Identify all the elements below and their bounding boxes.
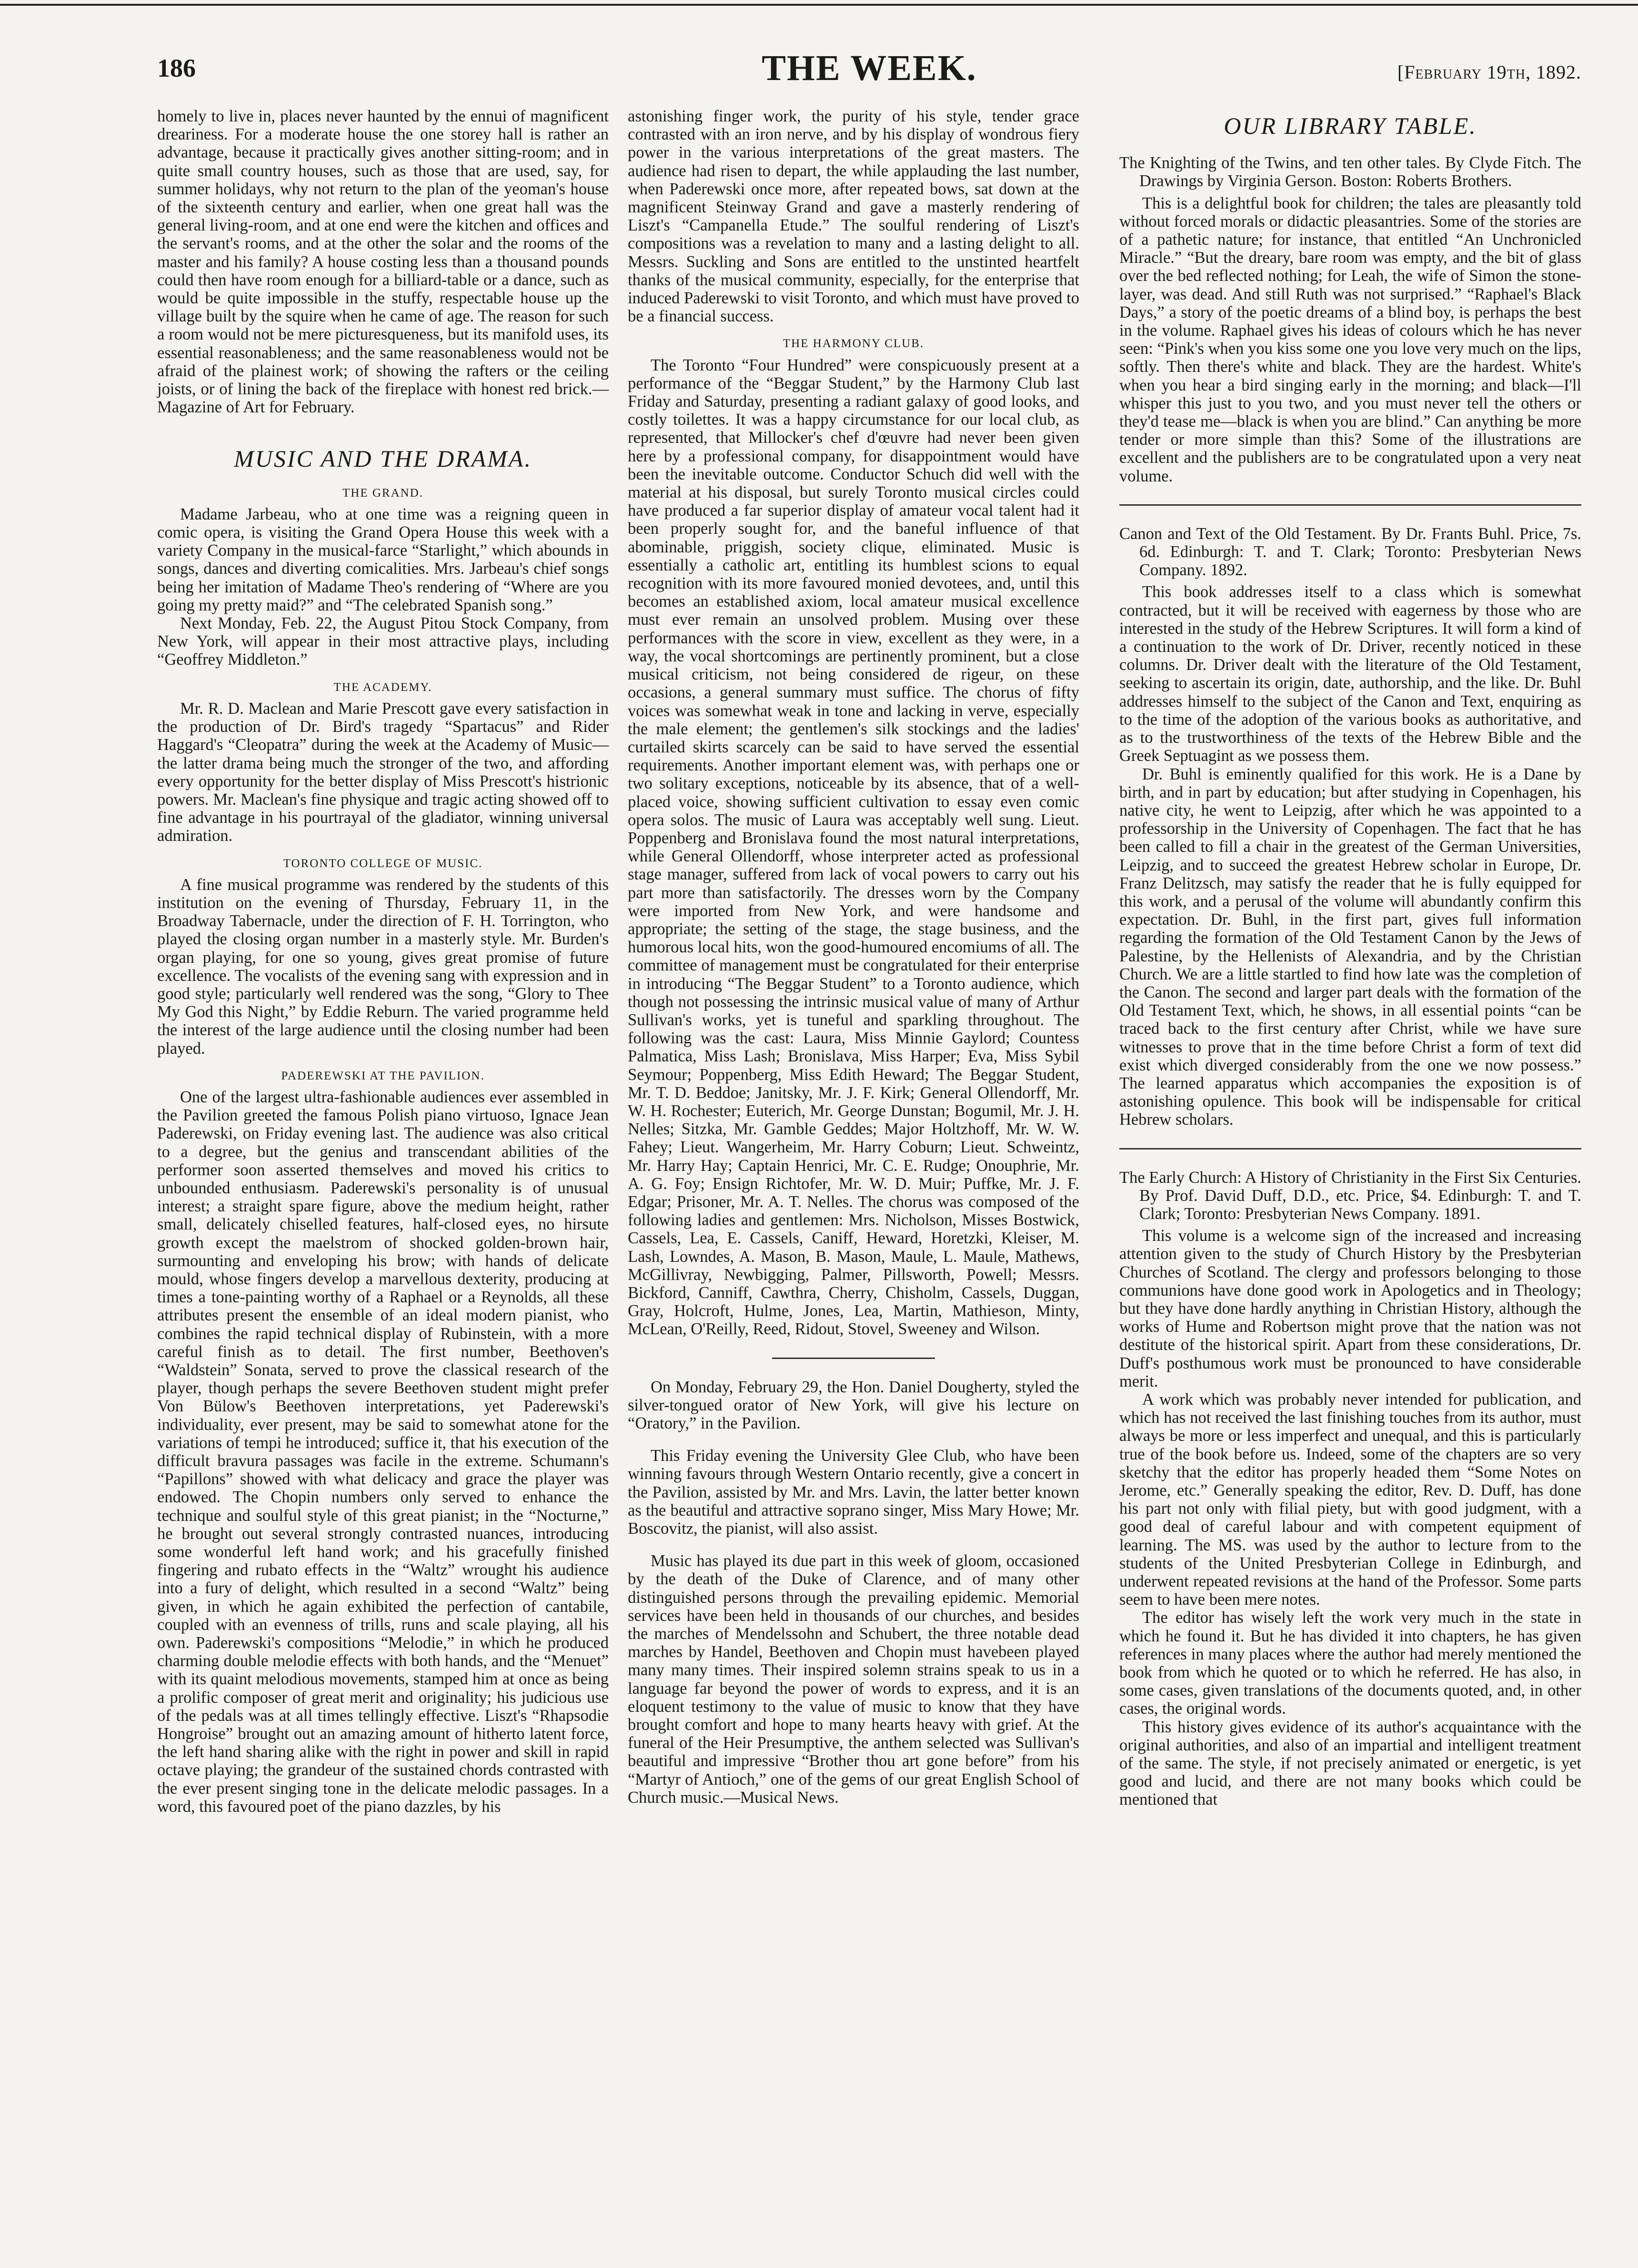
review-paragraph-2b: Dr. Buhl is eminently qualified for this work. He is a Dane by birth, and in part by education; but after studying in Copenhagen, his native city, he went to Leipzig, after which he was appointed to a professorship in the University of Copenhagen. The fact that he has been called to fill a chair in the greatest of the German Universities, Leipzig, and to succeed the greatest Hebrew scholar in Europe, Dr. Franz Delitzsch, may satisfy the reader that he is fully equipped for this work, and a perusal of the volume will abundantly confirm this expectation. Dr. Buhl, in the first part, gives full information regarding the formation of the Old Testament Canon by the Jews of Palestine, by the Hellenists of Alexandria, and by the Christian Church. We are a little startled to find how late was the completion of the Canon. The second and larger part deals with the formation of the Old Testament Text, which, he shows, in all essential points “can be traced back to the first century after Christ, while we have sure witnesses to prove that in the time before Christ a form of text did exist which diverged considerably from the one we now possess.” The learned apparatus which accompanies the exposition is of astonishing opulence. This book will be indispensable for critical Hebrew scholars. <box>1119 765 1581 1129</box>
review-paragraph-3b: A work which was probably never intended for publication, and which has not received the last finishing touches from its author, must always be more or less imperfect and unequal, and this is particularly true of the book before us. Indeed, some of the chapters are so very sketchy that the editor has properly headed them “Some Notes on Jerome, etc.” Generally speaking the editor, Rev. D. Duff, has done his part not only with filial piety, but with good judgment, with a good deal of careful labour and with competent equipment of learning. The MS. was used by the author to lecture from to the students of the United Presbyterian College in Edinburgh, and underwent repeated revisions at the hand of the Professor. Some parts seem to have been mere notes. <box>1119 1390 1581 1609</box>
section-title-library: OUR LIBRARY TABLE. <box>1224 112 1477 139</box>
column-3 <box>1119 107 1581 1809</box>
review-paragraph-3c: The editor has wisely left the work very much in the state in which he found it. But he has divided it into chapters, he has given references in many places where the author had merely mentioned the book from which he quoted or to which he referred. He has also, in some cases, given translations of the documents quoted, and, in other cases, the original words. <box>1119 1609 1581 1718</box>
review-paragraph-1: This is a delightful book for children; the tales are pleasantly told without forced morals or didactic pleasantries. Some of the stories are of a pathetic nature; for instance, that entitled “An Unchronicled Miracle.” “But the dreary, bare room was empty, and the bit of glass over the bed reflected nothing; for Leah, the wife of Simon the stone-layer, was dead. And still Ruth was not surprised.” “Raphael's Black Days,” a story of the poetic dreams of a blind boy, is perhaps the best in the volume. Raphael gives his ideas of colours which he has never seen: “Pink's when you kiss some one you love very much on the lips, softly. Then there's white and black. They are the hardest. White's when you hear a bird singing early in the morning; and black—I'll whisper this just to you two, and you must never tell the others or they'd tease me—black is when you are blind.” Can anything be more tender or more simple than this? Some of the illustrations are excellent and the publishers are to be congratulated upon a very neat volume. <box>1119 194 1581 485</box>
review-paragraph-2a: This book addresses itself to a class which is somewhat contracted, but it will be received with eagerness by those who are interested in the study of the Hebrew Scriptures. It will form a kind of a continuation to the work of Dr. Driver, recently noticed in these columns. Dr. Driver dealt with the literature of the Old Testament, seeking to ascertain its origin, date, authorship, and the like. Dr. Buhl addresses himself to the subject of the Canon and Text, enquiring as to the time of the adoption of the various books as authoritative, and as to the trustworthiness of the texts of the Hebrew Bible and the Greek Septuagint as we possess them. <box>1119 583 1581 765</box>
paragraph-glee-club: This Friday evening the University Glee Club, who have been winning favours through Western Ontario recently, give a concert in the Pavilion, assisted by Mr. and Mrs. Lavin, the latter better known as the beautiful and attractive soprano singer, Miss Mary Howe; Mr. Boscovitz, the pianist, will also assist. <box>628 1447 1079 1538</box>
subhead-grand: THE GRAND. <box>342 486 423 500</box>
divider <box>1119 1148 1581 1149</box>
subhead-harmony: THE HARMONY CLUB. <box>783 337 925 350</box>
paragraph-harmony: The Toronto “Four Hundred” were conspicuously present at a performance of the “Beggar Student,” by the Harmony Club last Friday and Saturday, presenting a radiant galaxy of good looks, and costly toilettes. It was a happy circumstance for our local club, as represented, that Millocker's chef d'œuvre had never been given here by a professional company, for disappointment would have been the inevitable outcome. Conductor Schuch did well with the material at his disposal, but surely Toronto musical circles could have produced a far superior display of amateur vocal talent had it been properly sought for, and the baneful influence of that abominable, priggish, society clique, eliminated. Music is essentially a catholic art, entitling its humblest scions to equal recognition with its more favoured monied devotees, and, until this becomes an established axiom, local amateur musical excellence must ever remain an unsolved problem. Musing over these performances with the score in view, excellent as they were, in a way, the vocal shortcomings are pertinently prominent, but a close musical criticism, not being considered de rigeur, on these occasions, a general summary must suffice. The chorus of fifty voices was somewhat weak in tone and lacking in verve, especially the male element; the gentlemen's silk stockings and the ladies' curtailed skirts scarcely can be said to have served the essential requirements. Another important element was, with perhaps one or two solitary exceptions, noticeable by its absence, that of a well-placed voice, showing sufficient cultivation to essay even comic opera solos. The music of Laura was acceptably well sung. Lieut. Poppenberg and Bronislava found the most natural interpretations, while General Ollendorff, whose interpreter acted as professional stage manager, suffered from lack of vocal powers to carry out his part more than satisfactorily. The dresses worn by the Company were imported from New York, and were handsome and appropriate; the setting of the stage, the stage business, and the humorous local hits, won the good-humoured encomiums of all. The committee of management must be congratulated for their enterprise in introducing “The Beggar Student” to a Toronto audience, which though not possessing the intrinsic musical value of many of Arthur Sullivan's works, yet is tuneful and sparkling throughout. The following was the cast: Laura, Miss Minnie Gaylord; Countess Palmatica, Miss Lash; Bronislava, Miss Harper; Eva, Miss Sybil Seymour; Poppenberg, Miss Edith Heward; The Beggar Student, Mr. T. D. Beddoe; Janitsky, Mr. J. F. Kirk; General Ollendorff, Mr. W. H. Rochester; Euterich, Mr. George Dunstan; Bogumil, Mr. J. H. Nelles; Sitzka, Mr. Gamble Geddes; Major Holtzhoff, Mr. W. W. Fahey; Lieut. Wangerheim, Mr. Harry Coburn; Lieut. Schweintz, Mr. Harry Hay; Captain Henrici, Mr. C. E. Rudge; Onouphrie, Mr. A. G. Foy; Ensign Richtofer, Mr. W. D. Muir; Puffke, Mr. J. F. Edgar; Prisoner, Mr. A. T. Nelles. The chorus was composed of the following ladies and gentlemen: Mrs. Nicholson, Misses Bostwick, Cassels, Lea, E. Cassels, Caniff, Heward, Horetzki, Kleiser, M. Lash, Lowndes, A. Mason, B. Mason, Maule, L. Maule, Mathews, McGillivray, Newbigging, Palmer, Pillsworth, Powell; Messrs. Bickford, Canniff, Cawthra, Cherry, Chisholm, Cassels, Duggan, Gray, Holcroft, Hulme, Jones, Lea, Martin, Mathieson, Minty, McLean, O'Reilly, Reed, Ridout, Stovel, Sweeney and Wilson. <box>628 356 1079 1339</box>
paragraph-grand-1: Madame Jarbeau, who at one time was a reigning queen in comic opera, is visiting the Grand Opera House this week with a variety Company in the musical-farce “Starlight,” which abounds in songs, dances and diverting comicalities. Mrs. Jarbeau's chief songs being her imitation of Madame Theo's rendering of “Where are you going my pretty maid?” and “The celebrated Spanish song.” <box>157 505 609 614</box>
section-title-music: MUSIC AND THE DRAMA. <box>234 445 532 472</box>
subhead-academy: THE ACADEMY. <box>333 680 432 694</box>
paragraph-academy: Mr. R. D. Maclean and Marie Prescott gave every satisfaction in the production of Dr. Bird's tragedy “Spartacus” and Rider Haggard's “Cleopatra” during the week at the Academy of Music—the latter drama being much the stronger of the two, and affording every opportunity for the better display of Miss Prescott's histrionic powers. Mr. Maclean's fine physique and tragic acting showed off to fine advantage in his pourtrayal of the gladiator, winning universal admiration. <box>157 699 609 845</box>
paragraph-college: A fine musical programme was rendered by the students of this institution on the evening of Thursday, February 11, in the Broadway Tabernacle, under the direction of F. H. Torrington, who played the closing organ number in a masterly style. Mr. Burden's organ playing, for one so young, gives great promise of future excellence. The vocalists of the evening sang with expression and in good style; particularly well rendered was the song, “Glory to Thee My God this Night,” by Eddie Reburn. The varied programme held the interest of the large audience until the closing number had been played. <box>157 875 609 1058</box>
paragraph-dougherty: On Monday, February 29, the Hon. Daniel Dougherty, styled the silver-tongued orator of New York, will give his lecture on “Oratory,” in the Pavilion. <box>628 1378 1079 1433</box>
page-number: 186 <box>157 54 196 82</box>
column-2 <box>628 107 1079 1807</box>
paragraph-music-gloom: Music has played its due part in this week of gloom, occasioned by the death of the Duke of Clarence, and of many other distinguished persons through the prevailing epidemic. Memorial services have been held in thousands of our churches, and besides the marches of Mendelssohn and Schubert, the three notable dead marches by Handel, Beethoven and Chopin must havebeen played many many times. Their inspired solemn strains speak to us in a language far beyond the power of words to express, and it is an eloquent testimony to the value of music to know that they have brought comfort and hope to many hearts heavy with grief. At the funeral of the Heir Presumptive, the anthem selected was Sullivan's beautiful and impressive “Brother thou art gone before” from his “Martyr of Antioch,” one of the gems of our great English School of Church music.—Musical News. <box>628 1552 1079 1807</box>
page-header <box>157 48 1581 100</box>
subhead-college: TORONTO COLLEGE OF MUSIC. <box>283 857 483 870</box>
book-heading-2: Canon and Text of the Old Testament. By Dr. Frants Buhl. Price, 7s. 6d. Edinburgh: T. and T. Clark; Toronto: Presbyterian News Company. 1892. <box>1119 524 1581 579</box>
book-heading-3: The Early Church: A History of Christianity in the First Six Centuries. By Prof. David Duff, D.D., etc. Price, $4. Edinburgh: T. and T. Clark; Toronto: Presbyterian News Company. 1891. <box>1119 1168 1581 1223</box>
column-1 <box>157 107 609 1816</box>
book-heading-1: The Knighting of the Twins, and ten other tales. By Clyde Fitch. The Drawings by Virginia Gerson. Boston: Roberts Brothers. <box>1119 154 1581 190</box>
top-rule <box>0 4 1638 6</box>
paragraph-paderewski: One of the largest ultra-fashionable audiences ever assembled in the Pavilion greeted the famous Polish piano virtuoso, Ignace Jean Paderewski, on Friday evening last. The audience was also critical to a degree, but the genius and transcendant abilities of the performer soon asserted themselves and moved his critics to unbounded enthusiasm. Paderewski's personality is of unusual interest; a straight spare figure, above the medium height, rather small, delicately chiselled features, half-closed eyes, no hirsute growth except the maelstrom of shocked golden-brown hair, surmounting and enveloping his brow; with hands of delicate mould, whose fingers develop a marvellous dexterity, producing at times a tone-painting worthy of a Raphael or a Reynolds, all these attributes present the ensemble of an ideal modern pianist, who combines the rapid technical display of Rubinstein, with a more careful finish as to detail. The first number, Beethoven's “Waldstein” Sonata, served to prove the classical research of the player, though perhaps the severe Beethoven student might prefer Von Bülow's Beethoven interpretations, yet Paderewski's individuality, ever present, may be said to somewhat atone for the variations of tempi he introduced; suffice it, that his execution of the difficult bravura passages was facile in the extreme. Schumann's “Papillons” showed with what delicacy and grace the player was endowed. The Chopin numbers only served to enhance the technique and soulful style of this great pianist; in the “Nocturne,” he brought out several strongly contrasted nuances, introducing some wonderful left hand work; and his gracefully finished fingering and rubato effects in the “Waltz” wrought his audience into a fury of delight, which resulted in a second “Waltz” being given, in which he again exhibited the perfection of cantabile, coupled with an evenness of trills, runs and scale playing, all his own. Paderewski's compositions “Melodie,” in which he produced charming double melodie effects with both hands, and the “Menuet” with its quaint melodious movements, stamped him at once as being a prolific composer of great merit and originality; his judicious use of the pedals was at all times tellingly effective. Liszt's “Rhapsodie Hongroise” brought out an amazing amount of hitherto latent force, the left hand sharing alike with the right in power and skill in rapid octave playing; the grandeur of the sustained chords contrasted with the ever present singing tone in the delicate melodic passages. In a word, this favoured poet of the piano dazzles, by his <box>157 1088 609 1816</box>
subhead-paderewski: PADEREWSKI AT THE PAVILION. <box>281 1069 485 1082</box>
divider <box>772 1358 935 1359</box>
review-paragraph-3d: This history gives evidence of its author's acquaintance with the original authorities, and also of an impartial and intelligent treatment of the same. The style, if not precisely animated or energetic, is yet good and lucid, and there are not many books which could be mentioned that <box>1119 1718 1581 1809</box>
paragraph-grand-2: Next Monday, Feb. 22, the August Pitou Stock Company, from New York, will appear in their most attractive plays, including “Geoffrey Middleton.” <box>157 614 609 669</box>
review-paragraph-3a: This volume is a welcome sign of the increased and increasing attention given to the study of Church History by the Presbyterian Churches of Scotland. The clergy and professors belonging to those communions have done good work in Apologetics and in Theology; but they have done hardly anything in Christian History, although the works of Hume and Robertson might prove that the nation was not destitute of the historical spirit. Apart from these considerations, Dr. Duff's posthumous work must be pronounced to have considerable merit. <box>1119 1227 1581 1390</box>
journal-title: THE WEEK. <box>762 48 977 88</box>
article-continuation: homely to live in, places never haunted by the ennui of magnificent dreariness. For a moderate house the one storey hall is rather an advantage, because it practically gives another sitting-room; and in quite small country houses, such as those that are used, say, for summer holidays, why not return to the plan of the yeoman's house of the sixteenth century and earlier, when one great hall was the general living-room, and at one end were the kitchen and offices and the servant's rooms, and at the other the solar and the rooms of the master and his family? A house costing less than a thousand pounds could then have room enough for a billiard-table or a dance, such as would be quite impossible in the stuffy, respectable house up the village built by the squire when he came of age. The reason for such a room would not be mere picturesqueness, but its manifold uses, its essential reasonableness; and the same reasonableness would not be afraid of the plainest work; of showing the rafters or the ceiling joists, or of lining the back of the fireplace with honest red brick.—Magazine of Art for February. <box>157 107 609 417</box>
divider <box>1119 504 1581 506</box>
paragraph-paderewski-continued: astonishing finger work, the purity of his style, tender grace contrasted with an iron nerve, and by his display of wondrous fiery power in the various interpretations of the great masters. The audience had risen to depart, the while applauding the last number, when Paderewski once more, after repeated bows, sat down at the magnificent Steinway Grand and gave a masterly rendering of Liszt's “Campanella Etude.” The soulful rendering of Liszt's compositions was a revelation to many and a lasting delight to all. Messrs. Suckling and Sons are entitled to the unstinted heartfelt thanks of the musical community, especially, for the enterprise that induced Paderewski to visit Toronto, and which must have proved to be a financial success. <box>628 107 1079 326</box>
issue-date: [February 19th, 1892. <box>1397 61 1581 83</box>
